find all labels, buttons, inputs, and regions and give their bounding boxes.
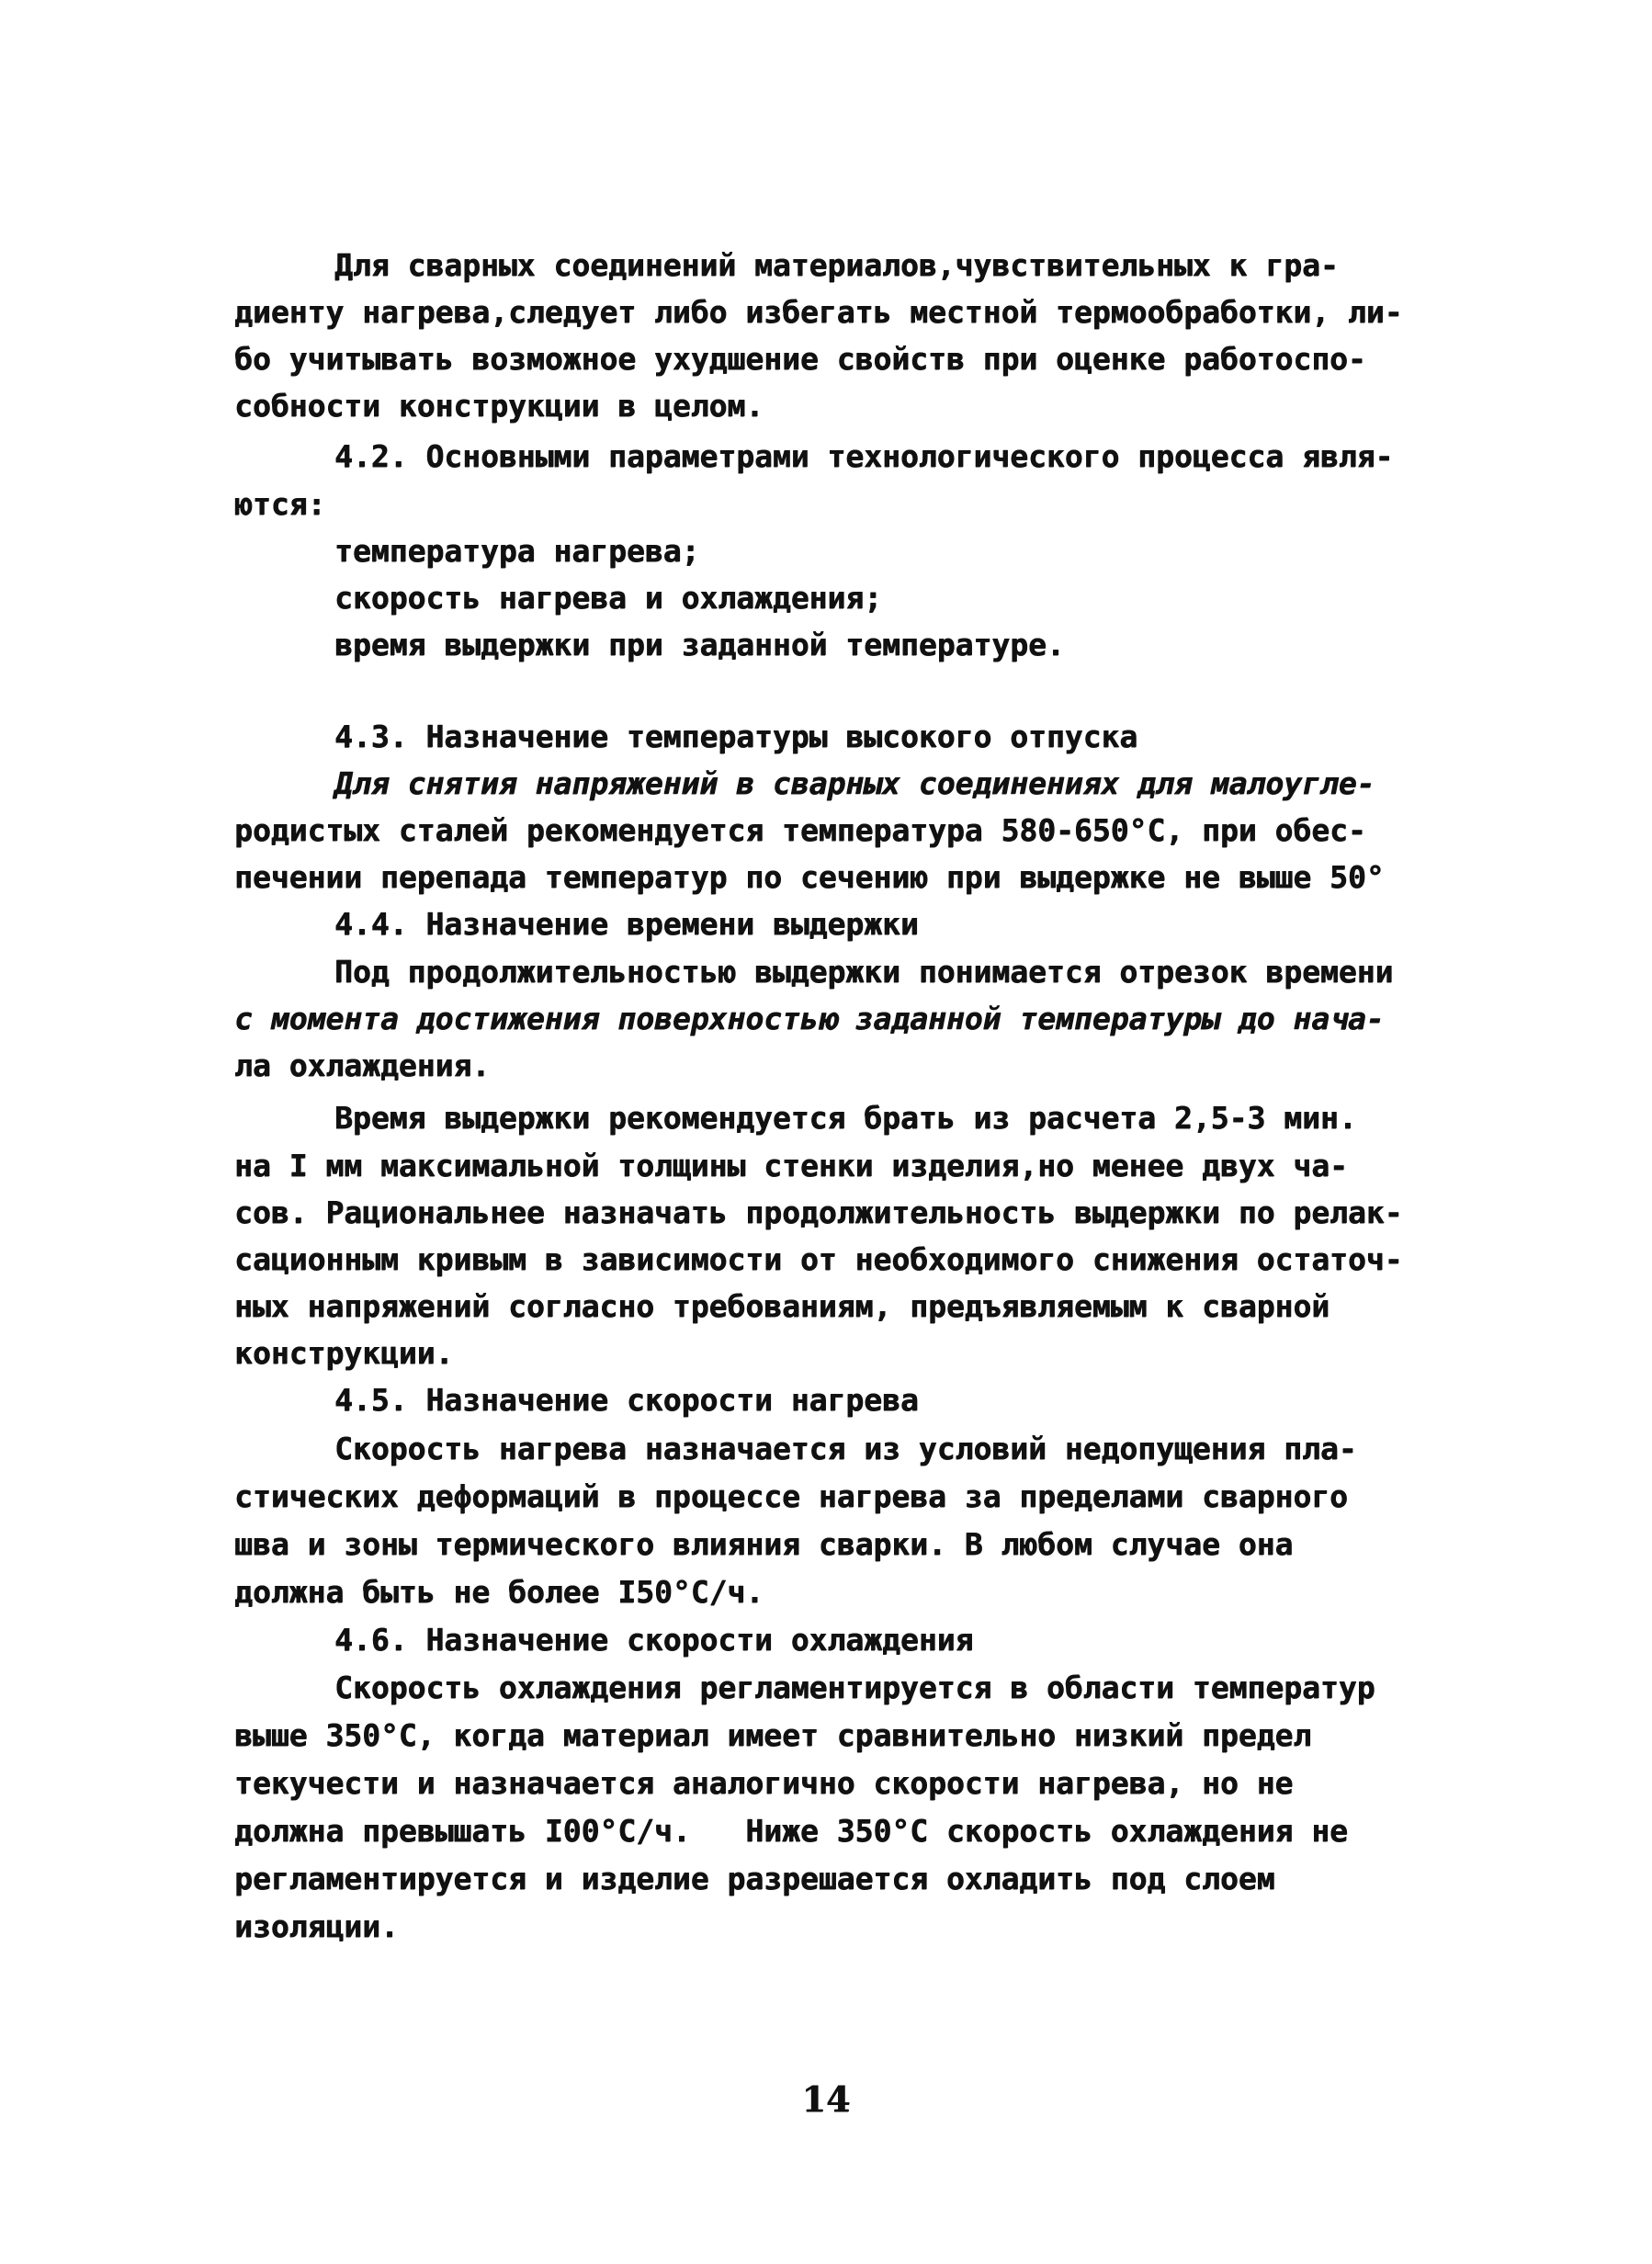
section-4-4-p1-line-2: с момента достижения поверхностью заданной температуры до нача- [234,1001,1385,1036]
parameter-list-item: скорость нагрева и охлаждения; [334,580,883,616]
section-4-4-p2-line-5: ных напряжений согласно требованиям, предъявляемым к сварной [234,1288,1330,1324]
section-4-4-heading: 4.4. Назначение времени выдержки [334,906,919,942]
intro-line-1: Для сварных соединений материалов,чувствительных к гра- [334,247,1339,283]
parameter-list-item: время выдержки при заданной температуре. [334,627,1065,662]
section-4-6-heading: 4.6. Назначение скорости охлаждения [334,1622,974,1658]
section-4-6-line-1: Скорость охлаждения регламентируется в области температур [334,1670,1375,1705]
section-4-5-line-1: Скорость нагрева назначается из условий недопущения пла- [334,1431,1357,1466]
section-4-5-line-3: шва и зоны термического влияния сварки. В любом случае она [234,1526,1294,1562]
section-4-6-line-5: регламентируется и изделие разрешается охладить под слоем [234,1861,1275,1896]
section-4-6-line-2: выше 350°С, когда материал имеет сравнительно низкий предел [234,1717,1312,1753]
section-4-3-line-3: печении перепада температур по сечению при выдержке не выше 50° [234,859,1385,895]
section-4-4-p2-line-4: сационным кривым в зависимости от необходимого снижения остаточ- [234,1241,1403,1277]
section-4-4-p2-line-2: на I мм максимальной толщины стенки изделия,но менее двух ча- [234,1148,1348,1183]
page-number: 14 [801,2078,851,2120]
section-4-5-heading: 4.5. Назначение скорости нагрева [334,1382,919,1418]
section-4-4-p1-line-3: ла охлаждения. [234,1047,491,1083]
section-4-4-p2-line-1: Время выдержки рекомендуется брать из расчета 2,5-3 мин. [334,1100,1357,1136]
intro-line-4: собности конструкции в целом. [234,388,764,424]
intro-line-3: бо учитывать возможное ухудшение свойств при оценке работоспо- [234,341,1366,377]
intro-line-2: диенту нагрева,следует либо избегать местной термообработки, ли- [234,294,1403,330]
section-4-6-line-4: должна превышать I00°С/ч. Ниже 350°С скорость охлаждения не [234,1813,1348,1849]
parameter-list-item: температура нагрева; [334,533,700,569]
section-4-3-line-2: родистых сталей рекомендуется температура 580-650°С, при обес- [234,812,1366,848]
section-4-3-heading: 4.3. Назначение температуры высокого отпуска [334,719,1138,754]
section-4-6-line-6: изоляции. [234,1908,399,1944]
section-4-6-line-3: текучести и назначается аналогично скорости нагрева, но не [234,1765,1294,1801]
section-4-3-line-1: Для снятия напряжений в сварных соединениях для малоугле- [334,765,1375,801]
section-4-4-p1-line-1: Под продолжительностью выдержки понимается отрезок времени [334,954,1394,990]
section-4-5-line-4: должна быть не более I50°С/ч. [234,1574,764,1610]
section-4-2-line-1: 4.2. Основными параметрами технологического процесса явля- [334,438,1394,474]
section-4-4-p2-line-3: сов. Рациональнее назначать продолжительность выдержки по релак- [234,1194,1403,1230]
section-4-2-line-2: ются: [234,486,326,522]
section-4-5-line-2: стических деформаций в процессе нагрева за пределами сварного [234,1478,1348,1514]
section-4-4-p2-line-6: конструкции. [234,1335,454,1371]
